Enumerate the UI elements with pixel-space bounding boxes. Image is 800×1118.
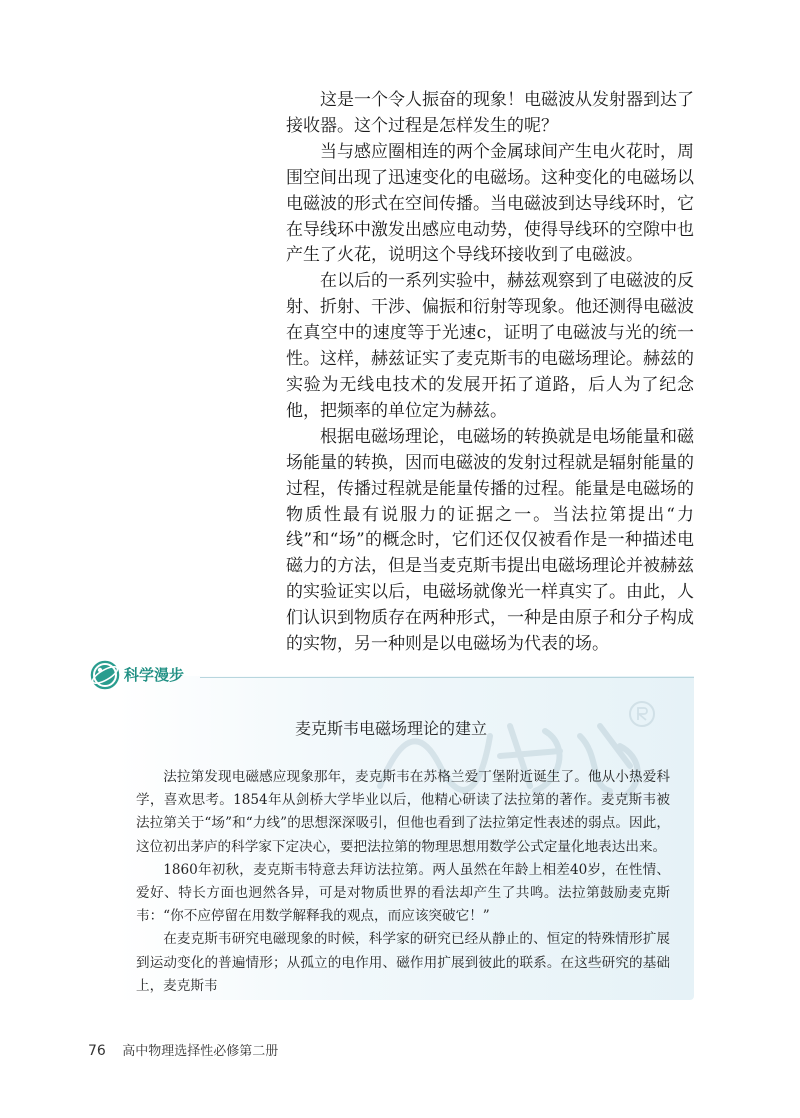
sidebar-title: 麦克斯韦电磁场理论的建立 — [294, 719, 487, 738]
science-walk-sidebar — [88, 656, 694, 1000]
main-paragraph: 这是一个令人振奋的现象！电磁波从发射器到达了接收器。这个过程是怎样发生的呢？ — [286, 90, 694, 136]
book-title: 高中物理选择性必修第二册 — [122, 1044, 279, 1059]
sidebar-label: 科学漫步 — [124, 666, 185, 684]
sidebar-paragraph: 法拉第发现电磁感应现象那年，麦克斯韦在苏格兰爱丁堡附近诞生了。他从小热爱科学，喜欢思考。1854年从剑桥大学毕业以后，他精心研读了法拉第的著作。麦克斯韦被法拉第关于“场”和“力线”的思想深深吸引，但他也看到了法拉第定性表述的弱点。因此，这位初出茅庐的科学家下定决心，要把法拉第的物理思想用数学公式定量化地表达出来。 — [136, 769, 670, 855]
science-orbit-icon — [88, 658, 122, 692]
main-paragraph: 当与感应圈相连的两个金属球间产生电火花时，周围空间出现了迅速变化的电磁场。这种变化的电磁场以电磁波的形式在空间传播。当电磁波到达导线环时，它在导线环中激发出感应电动势，使得导线环的空隙中也产生了火花，说明这个导线环接收到了电磁波。 — [286, 141, 694, 266]
sidebar-header — [88, 656, 694, 696]
main-paragraph: 根据电磁场理论，电磁场的转换就是电场能量和磁场能量的转换，因而电磁波的发射过程就是辐射能量的过程，传播过程就是能量传播的过程。能量是电磁场的物质性最有说服力的证据之一。当法拉第提出“力线”和“场”的概念时，它们还仅仅被看作是一种描述电磁力的方法，但是当麦克斯韦提出电磁场理论并被赫兹的实验证实以后，电磁场就像光一样真实了。由此，人们认识到物质存在两种形式，一种是由原子和分子构成的实物，另一种则是以电磁场为代表的场。 — [286, 426, 694, 655]
page-footer — [88, 1040, 278, 1062]
sidebar-paragraph: 1860年初秋，麦克斯韦特意去拜访法拉第。两人虽然在年龄上相差40岁，在性情、爱好、特长方面也迥然各异，可是对物质世界的看法却产生了共鸣。法拉第鼓励麦克斯韦：“你不应停留在用数学解释我的观点，而应该突破它！” — [136, 861, 670, 925]
header-divider — [200, 677, 694, 678]
main-text — [286, 88, 694, 658]
main-paragraph: 在以后的一系列实验中，赫兹观察到了电磁波的反射、折射、干涉、偏振和衍射等现象。他还测得电磁波在真空中的速度等于光速c，证明了电磁波与光的统一性。这样，赫兹证实了麦克斯韦的电磁场理论。赫兹的实验为无线电技术的发展开拓了道路，后人为了纪念他，把频率的单位定为赫兹。 — [286, 271, 694, 421]
sidebar-body — [136, 766, 670, 998]
sidebar-paragraph: 在麦克斯韦研究电磁现象的时候，科学家的研究已经从静止的、恒定的特殊情形扩展到运动变化的普遍情形；从孤立的电作用、磁作用扩展到彼此的联系。在这些研究的基础上，麦克斯韦 — [136, 931, 670, 994]
page-number: 76 — [88, 1043, 106, 1059]
